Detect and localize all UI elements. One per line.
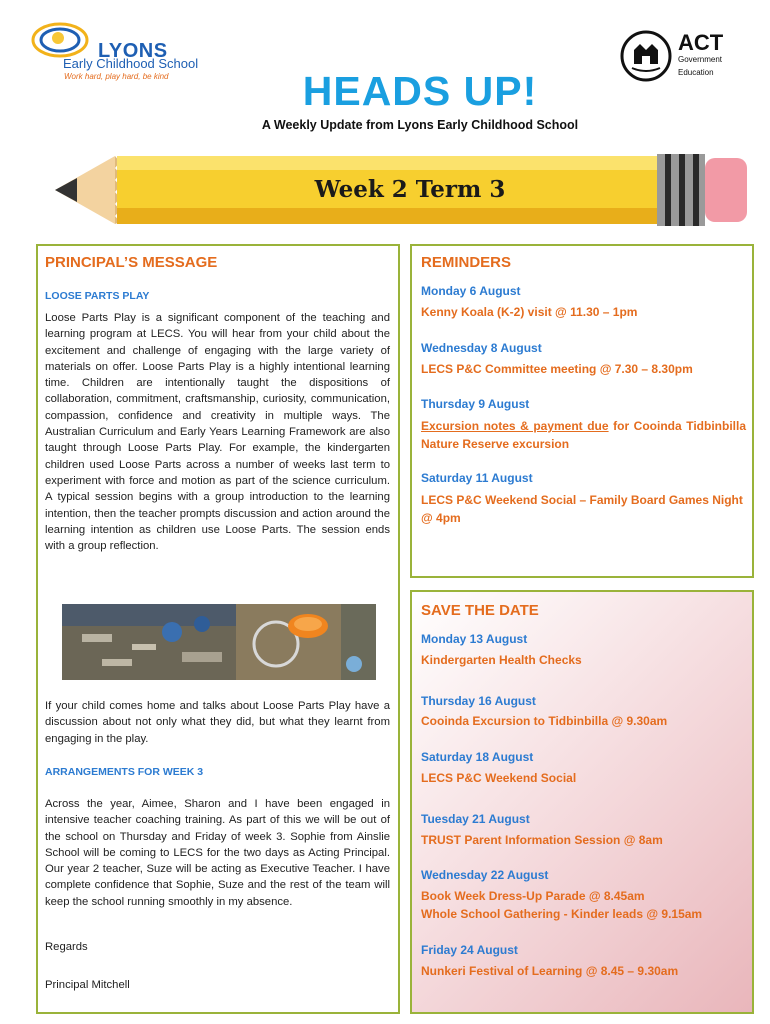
- excursion-notes-link[interactable]: Excursion notes & payment due: [421, 419, 609, 433]
- reminder-event: [421, 417, 746, 453]
- reminder-date: Saturday 11 August: [421, 471, 533, 485]
- loose-parts-photo-2: [236, 604, 376, 680]
- act-line-education: Education: [678, 68, 714, 77]
- event-date: Monday 13 August: [421, 632, 528, 646]
- event-item: Cooinda Excursion to Tidbinbilla @ 9.30am: [421, 714, 668, 728]
- event-item: Nunkeri Festival of Learning @ 8.45 – 9.30am: [421, 964, 679, 978]
- reminder-date: Thursday 9 August: [421, 397, 530, 411]
- after-photos-text: If your child comes home and talks about Loose Parts Play have a discussion about not only what they did, but what they learnt from engaging in the play.: [45, 700, 390, 745]
- principal-heading: PRINCIPAL’S MESSAGE: [45, 254, 218, 271]
- save-the-date-heading: SAVE THE DATE: [421, 602, 539, 619]
- reminder-event: Kenny Koala (K-2) visit @ 11.30 – 1pm: [421, 305, 638, 319]
- school-name: LYONS: [98, 40, 168, 62]
- school-subname: Early Childhood School: [63, 56, 199, 71]
- week-term-label: Week 2 Term 3: [314, 176, 506, 203]
- principal-signature: Principal Mitchell: [45, 979, 130, 991]
- loose-parts-body: Loose Parts Play is a significant component of the teaching and learning program at LECS. You will hear from your child about the excitement and challenge of engaging with the large variety of materials on offer. Loose Parts Play is a highly intentional learning time. Children are intentionally taught the dispositions of collaboration, commitment, craftsmanship, curiosity, communication, compassion, confidence and creativity in multiple ways. The Australian Curriculum and Early Years Learning Framework are also taught through Loose Parts Play. For example, the kindergarten children used Loose Parts across a number of weeks last term to experiment with force and motion as part of the science curriculum. A typical session begins with a group introduction to the learning intention, then the teacher prompts discussion and action around the learning intention as children use Loose Parts. The session ends with a group reflection.: [45, 312, 390, 553]
- act-line-government: Government: [678, 55, 723, 64]
- reminder-event: LECS P&C Committee meeting @ 7.30 – 8.30pm: [421, 362, 693, 376]
- act-title: ACT: [678, 30, 724, 55]
- loose-parts-photo-1: [62, 604, 236, 680]
- event-date: Tuesday 21 August: [421, 812, 530, 826]
- loose-parts-title: LOOSE PARTS PLAY: [45, 290, 150, 302]
- event-item: Whole School Gathering - Kinder leads @ 9.15am: [421, 907, 703, 921]
- school-tagline: Work hard, play hard, be kind: [64, 72, 169, 81]
- reminder-date: Wednesday 8 August: [421, 341, 542, 355]
- reminders-heading: REMINDERS: [421, 254, 512, 271]
- reminder-event-rest: for Cooinda Tidbinbilla Nature Reserve excursion: [421, 419, 746, 451]
- reminder-date: Monday 6 August: [421, 284, 521, 298]
- arrangements-body: Across the year, Aimee, Sharon and I have been engaged in intensive teacher coaching training. As part of this we will be out of the school on Thursday and Friday of week 3. Sophie from Ainslie School will be coming to LECS for the two days as Acting Principal. Our year 2 teacher, Suze will be acting as Executive Teacher. I have complete confidence that Sophie, Suze and the rest of the team will keep the school running smoothly in my absence.: [45, 798, 390, 908]
- newsletter-title: HEADS UP!: [302, 68, 538, 114]
- arrangements-title: ARRANGEMENTS FOR WEEK 3: [45, 766, 204, 778]
- event-item: TRUST Parent Information Session @ 8am: [421, 833, 663, 847]
- event-date: Thursday 16 August: [421, 694, 536, 708]
- event-item: Kindergarten Health Checks: [421, 653, 582, 667]
- event-date: Wednesday 22 August: [421, 868, 549, 882]
- event-date: Saturday 18 August: [421, 750, 534, 764]
- regards-text: Regards: [45, 941, 88, 953]
- event-item: LECS P&C Weekend Social: [421, 771, 577, 785]
- newsletter-subtitle: A Weekly Update from Lyons Early Childhood School: [261, 118, 579, 132]
- reminder-event: LECS P&C Weekend Social – Family Board Games Night @ 4pm: [421, 493, 743, 525]
- event-date: Friday 24 August: [421, 943, 518, 957]
- event-item: Book Week Dress-Up Parade @ 8.45am: [421, 889, 645, 903]
